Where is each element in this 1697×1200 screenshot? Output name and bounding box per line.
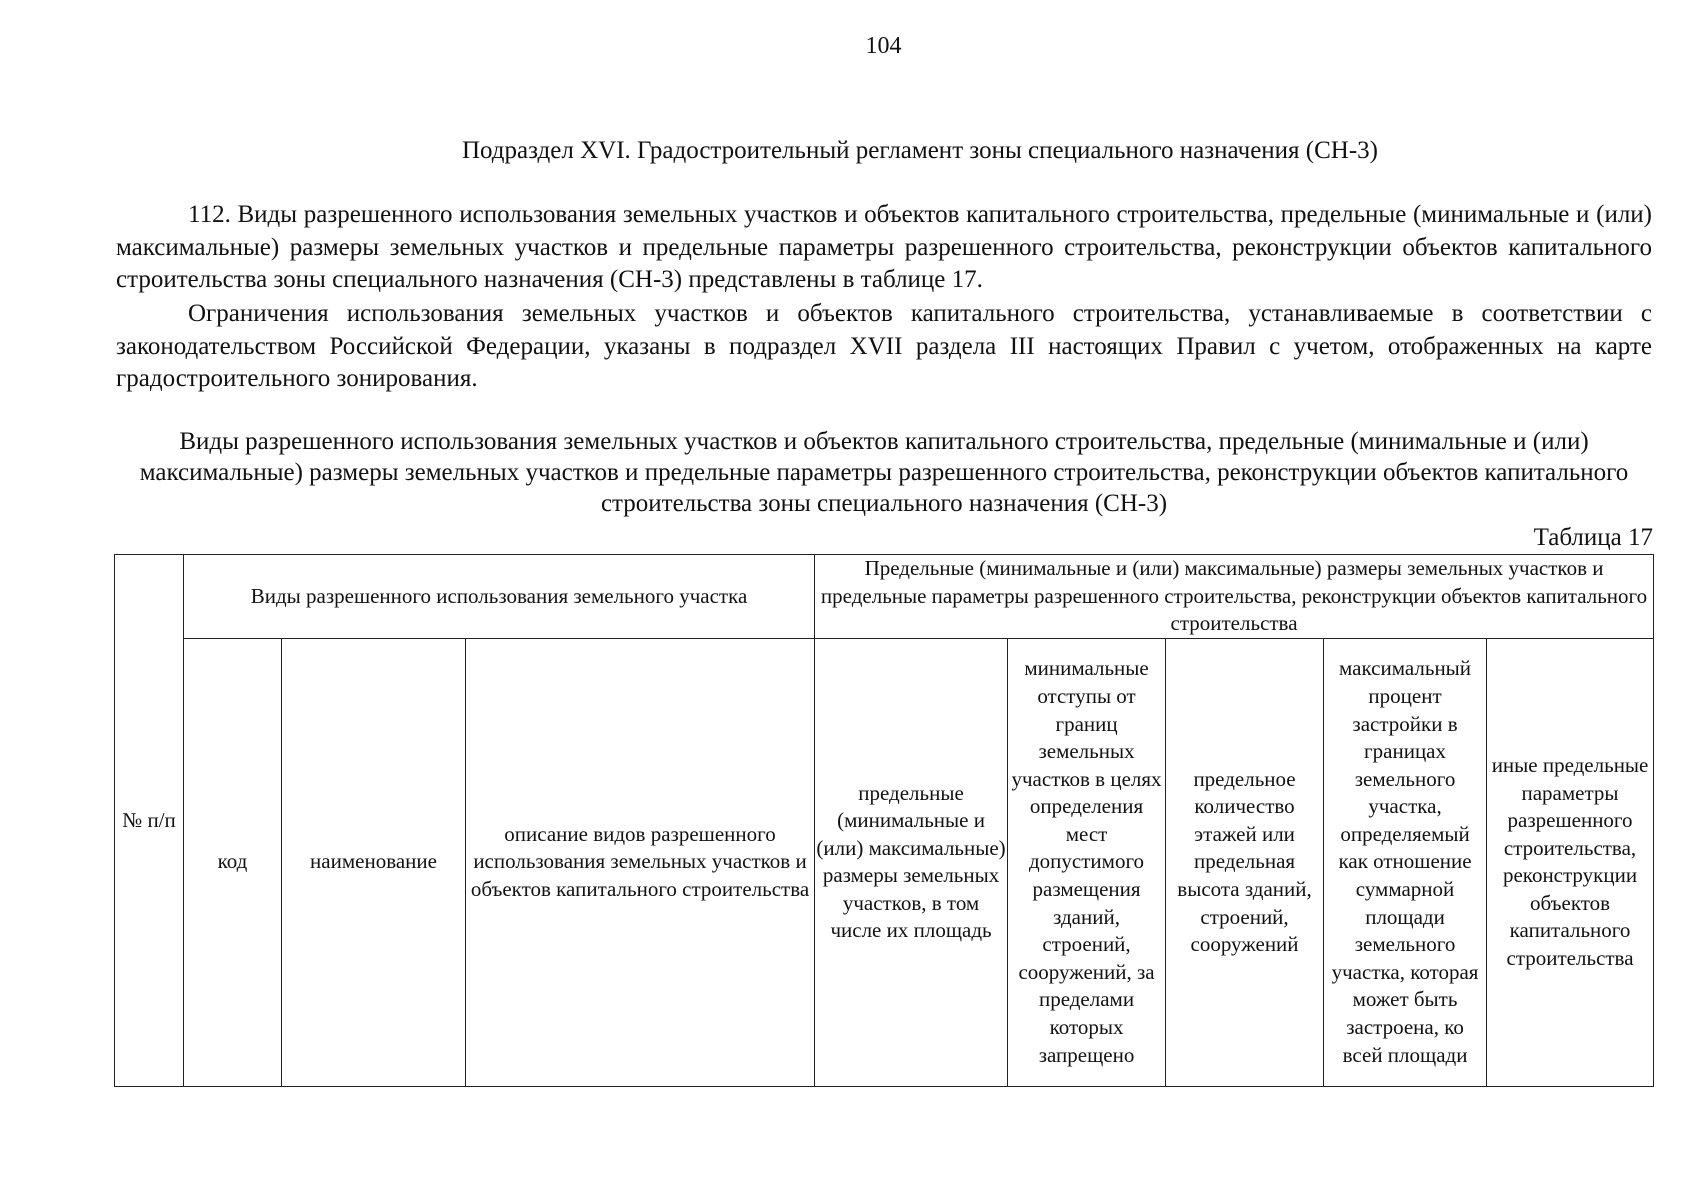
header-code: код [184,638,282,1086]
regulation-table [114,554,1654,1087]
table-caption: Виды разрешенного использования земельных участков и объектов капитального строительства, предельные (минимальные и (или) максимальные) размеры земельных участков и предельные параметры разрешенного строительства, реконструкции объектов капитального строительства зоны специального назначения (СН-3) [139,428,1629,517]
header-number: № п/п [115,555,184,1087]
header-coverage: максимальный процент застройки в границах земельного участка, определяемый как отношение суммарной площади земельного участка, которая может быть застроена, ко всей площади [1324,638,1487,1086]
paragraph-112 [116,199,1652,297]
page-number: 104 [865,33,902,59]
header-plot-size: предельные (минимальные и (или) максимальные) размеры земельных участков, в том числе их площадь [815,638,1008,1086]
header-other: иные предельные параметры разрешенного строительства, реконструкции объектов капитального строительства [1487,638,1654,1086]
header-group-limits: Предельные (минимальные и (или) максимальные) размеры земельных участков и предельные параметры разрешенного строительства, реконструкции объектов капитального строительства [815,555,1654,639]
header-name: наименование [282,638,466,1086]
header-description: описание видов разрешенного использования земельных участков и объектов капитального строительства [466,638,815,1086]
paragraph-text: 112. Виды разрешенного использования земельных участков и объектов капитального строительства, предельные (минимальные и (или) максимальные) размеры земельных участков и предельные параметры разрешенного строительства, реконструкции объектов капитального строительства зоны специального назначения (СН-3) представлены в таблице 17. [116,201,1652,293]
header-setbacks: минимальные отступы от границ земельных участков в целях определения мест допустимого размещения зданий, строений, сооружений, за пределами которых запрещено [1008,638,1166,1086]
header-row-group [115,555,1654,639]
header-group-usage: Виды разрешенного использования земельного участка [184,555,815,639]
paragraph-restrictions [116,298,1652,396]
paragraph-text: Ограничения использования земельных участков и объектов капитального строительства, устанавливаемые в соответствии с законодательством Российской Федерации, указаны в подраздел XVII раздела III настоящих Правил с учетом, отображенных на карте градостроительного зонирования. [116,300,1652,392]
subsection-title: Подраздел XVI. Градостроительный регламент зоны специального назначения (СН-3) [461,137,1379,164]
table-number: Таблица 17 [1533,524,1653,551]
header-row-columns [115,638,1654,1086]
header-floors: предельное количество этажей или предельная высота зданий, строений, сооружений [1166,638,1324,1086]
